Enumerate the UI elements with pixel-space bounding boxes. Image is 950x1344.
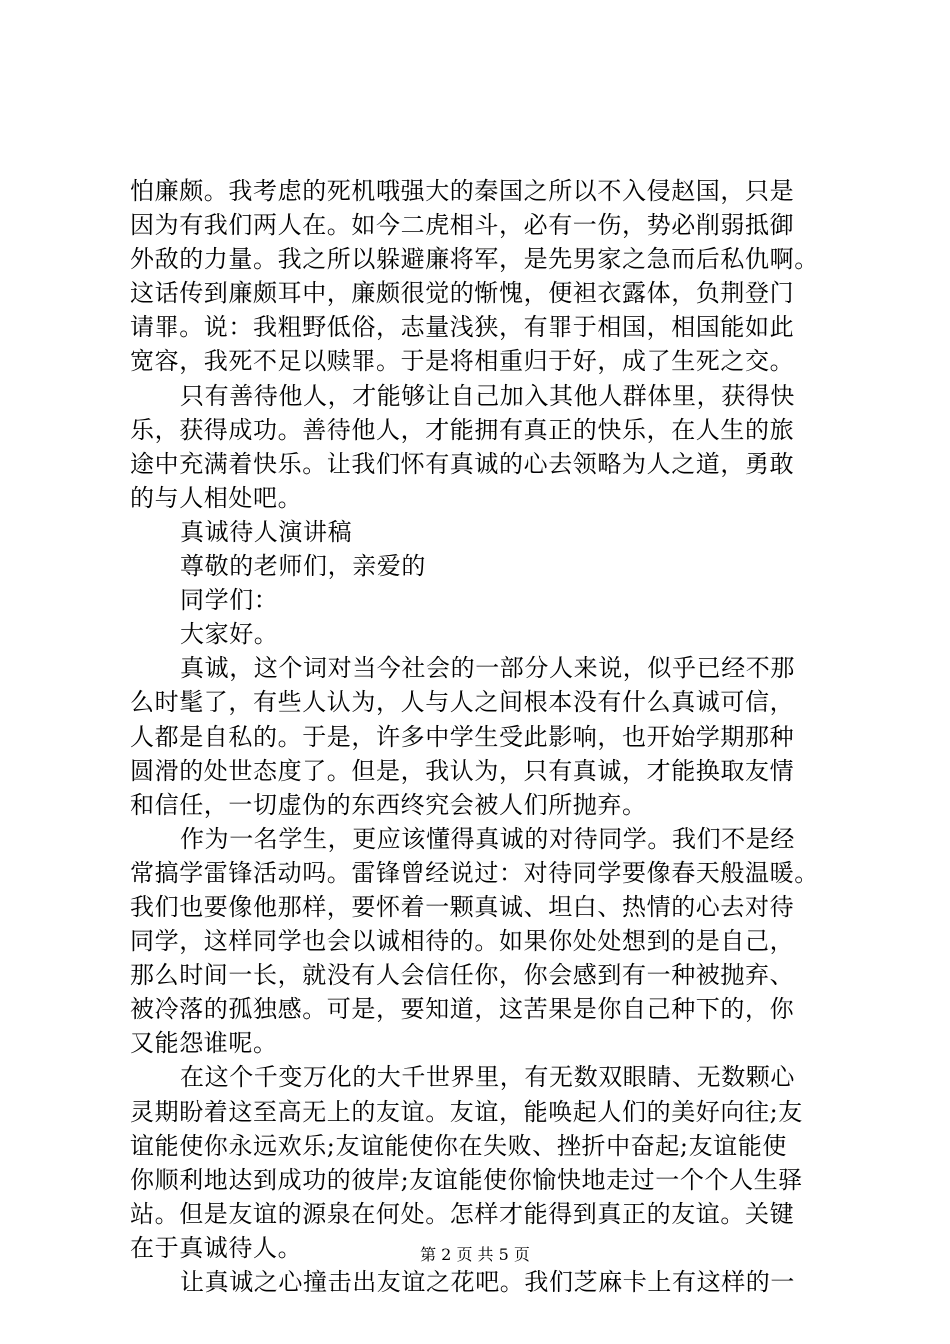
text-line: 请罪。说：我粗野低俗，志量浅狭，有罪于相国，相国能如此 bbox=[130, 313, 795, 342]
text-line: 因为有我们两人在。如今二虎相斗，必有一伤，势必削弱抵御 bbox=[130, 211, 795, 240]
text-line: 在于真诚待人。 bbox=[130, 1233, 303, 1262]
text-line: 真诚待人演讲稿 bbox=[180, 517, 353, 546]
document-body bbox=[130, 174, 850, 1299]
text-line: 常搞学雷锋活动吗。雷锋曾经说过：对待同学要像春天般温暖。 bbox=[130, 858, 819, 887]
text-line: 同学们： bbox=[180, 586, 279, 615]
text-line: 和信任，一切虚伪的东西终究会被人们所抛弃。 bbox=[130, 790, 647, 819]
page-number-label: 第 2 页 共 5 页 bbox=[420, 1245, 530, 1264]
text-line: 大家好。 bbox=[180, 620, 279, 649]
text-line: 真诚，这个词对当今社会的一部分人来说，似乎已经不那 bbox=[180, 654, 795, 683]
text-line: 让真诚之心撞击出友谊之花吧。我们芝麻卡上有这样的一 bbox=[180, 1268, 795, 1296]
text-line: 的与人相处吧。 bbox=[130, 483, 303, 512]
text-line: 灵期盼着这至高无上的友谊。友谊，能唤起人们的美好向往;友 bbox=[130, 1097, 803, 1126]
page-footer bbox=[0, 1245, 950, 1265]
text-line: 外敌的力量。我之所以躲避廉将军，是先男家之急而后私仇啊。 bbox=[130, 245, 819, 274]
text-line: 站。但是友谊的源泉在何处。怎样才能得到真正的友谊。关键 bbox=[130, 1199, 795, 1228]
text-line: 你顺利地达到成功的彼岸;友谊能使你愉快地走过一个个人生驿 bbox=[130, 1165, 803, 1194]
text-line: 被冷落的孤独感。可是，要知道，这苦果是你自己种下的，你 bbox=[130, 995, 795, 1024]
text-line: 途中充满着快乐。让我们怀有真诚的心去领略为人之道，勇敢 bbox=[130, 449, 795, 478]
text-line: 同学，这样同学也会以诚相待的。如果你处处想到的是自己， bbox=[130, 927, 795, 956]
text-line: 宽容，我死不足以赎罪。于是将相重归于好，成了生死之交。 bbox=[130, 347, 795, 376]
text-line: 怕廉颇。我考虑的死机哦强大的秦国之所以不入侵赵国，只是 bbox=[130, 177, 795, 205]
text-line: 圆滑的处世态度了。但是，我认为，只有真诚，才能换取友情 bbox=[130, 756, 795, 785]
text-line: 只有善待他人，才能够让自己加入其他人群体里，获得快 bbox=[180, 381, 795, 410]
text-line: 这话传到廉颇耳中，廉颇很觉的惭愧，便袒衣露体，负荆登门 bbox=[130, 279, 795, 308]
text-line: 尊敬的老师们，亲爱的 bbox=[180, 552, 426, 581]
text-line: 么时髦了，有些人认为，人与人之间根本没有什么真诚可信， bbox=[130, 688, 795, 717]
text-line: 乐，获得成功。善待他人，才能拥有真正的快乐，在人生的旅 bbox=[130, 415, 795, 444]
text-line: 作为一名学生，更应该懂得真诚的对待同学。我们不是经 bbox=[180, 824, 795, 853]
text-line: 又能怨谁呢。 bbox=[130, 1029, 278, 1058]
text-line: 我们也要像他那样，要怀着一颗真诚、坦白、热情的心去对待 bbox=[130, 892, 795, 921]
text-line: 人都是自私的。于是，许多中学生受此影响，也开始学期那种 bbox=[130, 722, 795, 751]
text-line: 那么时间一长，就没有人会信任你，你会感到有一种被抛弃、 bbox=[130, 961, 795, 990]
text-line: 谊能使你永远欢乐;友谊能使你在失败、挫折中奋起;友谊能使 bbox=[130, 1131, 787, 1160]
text-line: 在这个千变万化的大千世界里，有无数双眼睛、无数颗心 bbox=[180, 1063, 795, 1092]
